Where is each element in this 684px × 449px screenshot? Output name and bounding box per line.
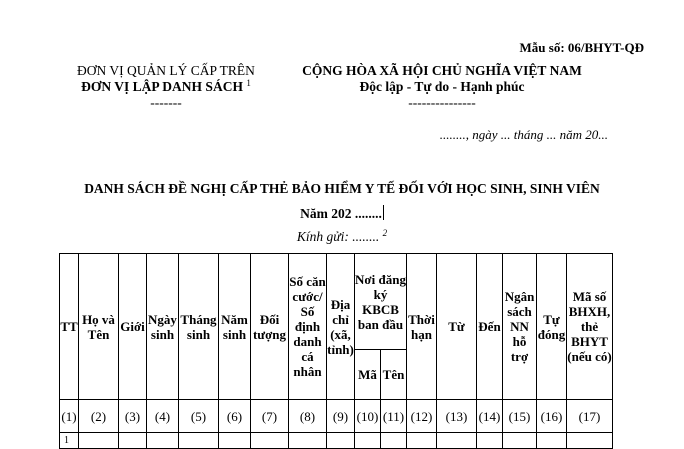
column-number: (16)	[537, 400, 567, 433]
footnote-1: 1	[246, 78, 251, 88]
data-cell[interactable]	[355, 433, 381, 449]
right-divider: ---------------	[408, 95, 476, 110]
column-number: (10)	[355, 400, 381, 433]
column-number: (17)	[567, 400, 613, 433]
data-cell[interactable]	[79, 433, 119, 449]
column-number: (6)	[219, 400, 251, 433]
text-cursor	[383, 205, 384, 220]
data-cell[interactable]	[119, 433, 147, 449]
year-line	[0, 205, 684, 222]
year-text: Năm 202 ........	[300, 206, 382, 221]
header-doi-tuong: Đối tượng	[251, 254, 289, 400]
recipient-text: Kính gửi: ........	[296, 229, 380, 244]
student-list-table	[59, 253, 613, 449]
data-cell[interactable]	[251, 433, 289, 449]
header-noi-dang-ky: Nơi đăng ký KBCB ban đầu	[355, 254, 407, 350]
data-cell[interactable]	[437, 433, 477, 449]
row-index: 1	[60, 433, 79, 449]
country-name: CỘNG HÒA XÃ HỘI CHỦ NGHĨA VIỆT NAM	[302, 63, 582, 78]
column-number: (11)	[381, 400, 407, 433]
column-number: (14)	[477, 400, 503, 433]
header-nam-sinh: Năm sinh	[219, 254, 251, 400]
header-tt: TT	[60, 254, 79, 400]
column-number: (9)	[327, 400, 355, 433]
data-cell[interactable]	[567, 433, 613, 449]
data-cell[interactable]	[537, 433, 567, 449]
recipient-line	[0, 229, 684, 245]
superior-unit: ĐƠN VỊ QUẢN LÝ CẤP TRÊN	[77, 63, 255, 78]
column-number: (15)	[503, 400, 537, 433]
header-tu: Từ	[437, 254, 477, 400]
data-cell[interactable]	[147, 433, 179, 449]
column-number: (2)	[79, 400, 119, 433]
header-ngan-sach: Ngân sách NN hỗ trợ	[503, 254, 537, 400]
header-gioi: Giới	[119, 254, 147, 400]
data-cell[interactable]	[327, 433, 355, 449]
data-cell[interactable]	[219, 433, 251, 449]
data-cell[interactable]	[289, 433, 327, 449]
date-line: ........, ngày ... tháng ... năm 20...	[439, 127, 608, 142]
column-number: (3)	[119, 400, 147, 433]
column-number: (12)	[407, 400, 437, 433]
issuing-unit	[44, 79, 288, 95]
motto: Độc lập - Tự do - Hạnh phúc	[359, 79, 525, 94]
document-title: DANH SÁCH ĐỀ NGHỊ CẤP THẺ BẢO HIỂM Y TẾ ĐỐI VỚI HỌC SINH, SINH VIÊN	[84, 181, 600, 196]
column-number: (1)	[60, 400, 79, 433]
column-number: (13)	[437, 400, 477, 433]
header-tu-dong: Tự đóng	[537, 254, 567, 400]
header-thang-sinh: Tháng sinh	[179, 254, 219, 400]
header-thoi-han: Thời hạn	[407, 254, 437, 400]
issuing-unit-label: ĐƠN VỊ LẬP DANH SÁCH	[81, 79, 243, 94]
form-code: Mẫu số: 06/BHYT-QĐ	[519, 40, 644, 55]
data-cell[interactable]	[407, 433, 437, 449]
data-cell[interactable]	[179, 433, 219, 449]
column-number: (5)	[179, 400, 219, 433]
column-number: (7)	[251, 400, 289, 433]
header-dia-chi: Địa chỉ (xã, tỉnh)	[327, 254, 355, 400]
column-number: (4)	[147, 400, 179, 433]
header-ho-ten: Họ và Tên	[79, 254, 119, 400]
header-ma: Mã	[355, 350, 381, 400]
column-number: (8)	[289, 400, 327, 433]
data-cell[interactable]	[477, 433, 503, 449]
header-ma-so-bhxh: Mã số BHXH, thẻ BHYT (nếu có)	[567, 254, 613, 400]
footnote-2: 2	[382, 228, 388, 238]
data-cell[interactable]	[381, 433, 407, 449]
data-cell[interactable]	[503, 433, 537, 449]
header-den: Đến	[477, 254, 503, 400]
header-ngay-sinh: Ngày sinh	[147, 254, 179, 400]
left-header	[44, 63, 288, 111]
national-header	[286, 63, 598, 111]
header-ten: Tên	[381, 350, 407, 400]
header-so-can-cuoc: Số căn cước/ Số định danh cá nhân	[289, 254, 327, 400]
left-divider: -------	[150, 95, 182, 110]
